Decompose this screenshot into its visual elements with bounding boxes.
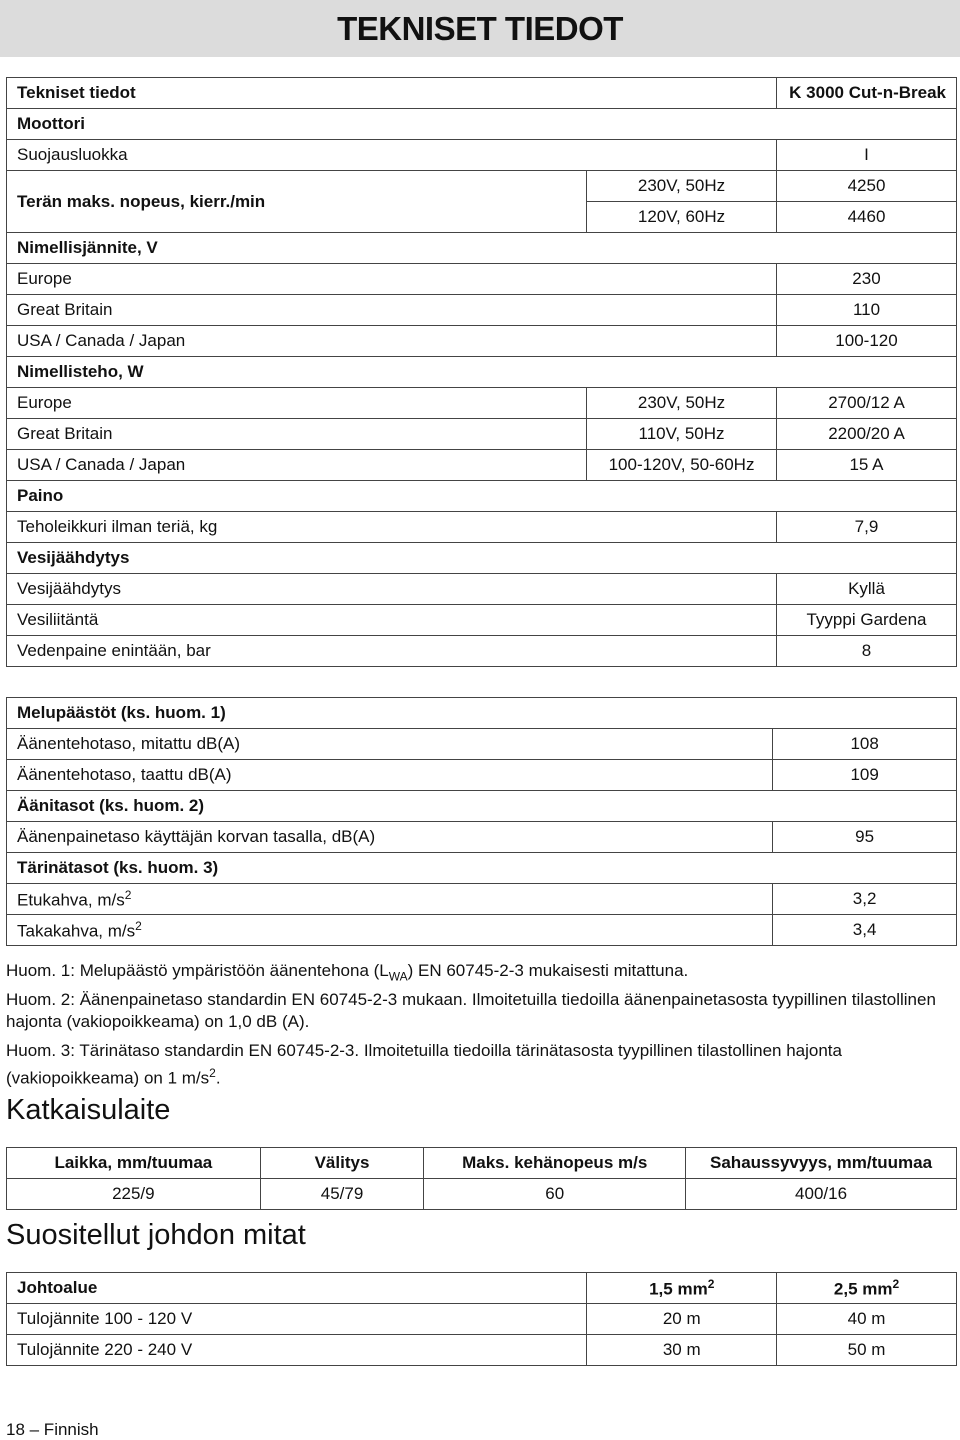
table-row [7,233,957,264]
row-value: 230 [776,264,956,295]
spec-header-left: Tekniset tiedot [7,78,777,109]
table-row [7,1304,957,1335]
table-cell: 225/9 [7,1179,261,1210]
row-value: 109 [773,760,957,791]
row-label: Takakahva, $m/s^2$ [7,915,773,946]
table-row [7,78,957,109]
row-value: 2200/20 A [776,419,956,450]
row-label: Tulojännite 220 - 240 V [7,1335,587,1366]
table-row [7,512,957,543]
noise-table [6,697,957,946]
superscript: 2 [135,918,142,933]
table-row [7,605,957,636]
table-row [7,791,957,822]
row-label: Etukahva, $m/s^2$ [7,884,773,915]
row-label: USA / Canada / Japan [7,450,587,481]
table-row [7,140,957,171]
table-row [7,109,957,140]
table-row [7,574,957,605]
row-condition: 120V, 60Hz [587,202,777,233]
superscript: 2 [124,887,132,902]
section-title: Vesijäähdytys [7,543,957,574]
table-cell: 60 [424,1179,686,1210]
table-row [7,326,957,357]
section-title: Moottori [7,109,957,140]
table-row [7,636,957,667]
table-row [7,884,957,915]
column-header: 1,5 $mm^2$ [587,1273,777,1304]
page-title: TEKNISET TIEDOT [337,9,623,47]
section-heading-cutting: Katkaisulaite [6,1094,171,1126]
table-row [7,698,957,729]
table-row [7,1179,957,1210]
row-value: 2700/12 A [776,388,956,419]
spec-header-right: K 3000 Cut-n-Break [776,78,956,109]
row-label: Teholeikkuri ilman teriä, kg [7,512,777,543]
section-title: Nimellisteho, W [7,357,957,388]
row-label: Vesijäähdytys [7,574,777,605]
table-cell: 400/16 [686,1179,957,1210]
table-row [7,543,957,574]
section-title: Tärinätasot (ks. huom. 3) [7,853,957,884]
row-label: Terän maks. nopeus, kierr./min [7,171,587,233]
table-row [7,822,957,853]
table-row [7,450,957,481]
note-1: Huom. 1: Melupäästö ympäristöön äänentehona $(L_{WA})$ EN 60745-2-3 mukaisesti mitattuna. [6,961,689,984]
row-value: 15 A [776,450,956,481]
table-cell: 40 m [777,1304,957,1335]
row-value: 4250 [776,171,956,202]
row-label: USA / Canada / Japan [7,326,777,357]
spec-table [6,77,957,667]
row-value: 95 [773,822,957,853]
row-label: Äänentehotaso, taattu dB(A) [7,760,773,791]
row-value: 3,2 [773,884,957,915]
row-value: 7,9 [776,512,956,543]
table-row [7,357,957,388]
row-value: 108 [773,729,957,760]
note-3: Huom. 3: Tärinätaso standardin EN 60745-2-3. Ilmoitetuilla tiedoilla tärinätasosta tyypillinen tilastollinen hajonta (vakiopoikkeama) on 1 $m/s^2$. [6,1041,842,1088]
table-row [7,388,957,419]
row-label: Great Britain [7,419,587,450]
column-header: 2,5 $mm^2$ [777,1273,957,1304]
section-heading-cable: Suositellut johdon mitat [6,1219,306,1251]
column-header: Laikka, mm/tuumaa [7,1148,261,1179]
column-header: Välitys [260,1148,424,1179]
section-title: Paino [7,481,957,512]
note-2: Huom. 2: Äänenpainetaso standardin EN 60745-2-3 mukaan. Ilmoitetuilla tiedoilla äänenpainetasosta tyypillinen tilastollinen hajonta (vakiopoikkeama) on 1,0 dB (A). [6,990,936,1031]
page-footer: 18 – Finnish [6,1420,99,1439]
row-condition: 100-120V, 50-60Hz [587,450,777,481]
row-label: Vesiliitäntä [7,605,777,636]
row-value: 100-120 [776,326,956,357]
table-row [7,1273,957,1304]
table-row [7,481,957,512]
table-row [7,915,957,946]
table-row [7,171,957,202]
row-label: Great Britain [7,295,777,326]
row-label: Europe [7,388,587,419]
row-value: I [776,140,956,171]
table-row [7,419,957,450]
row-condition: 230V, 50Hz [587,388,777,419]
row-value: 8 [776,636,956,667]
row-value: 4460 [776,202,956,233]
row-label: Suojausluokka [7,140,777,171]
table-row [7,729,957,760]
row-label: Europe [7,264,777,295]
table-cell: 20 m [587,1304,777,1335]
row-value: Tyyppi Gardena [776,605,956,636]
cable-table [6,1272,957,1366]
table-cell: 50 m [777,1335,957,1366]
row-value: 110 [776,295,956,326]
table-row [7,264,957,295]
row-label: Vedenpaine enintään, bar [7,636,777,667]
column-header: Sahaussyvyys, mm/tuumaa [686,1148,957,1179]
table-cell: 45/79 [260,1179,424,1210]
row-condition: 110V, 50Hz [587,419,777,450]
row-value: 3,4 [773,915,957,946]
page-header [0,0,960,57]
section-title: Melupäästöt (ks. huom. 1) [7,698,957,729]
table-row [7,760,957,791]
row-label: Äänentehotaso, mitattu dB(A) [7,729,773,760]
cutting-table [6,1147,957,1210]
column-header: Maks. kehänopeus m/s [424,1148,686,1179]
row-label: Tulojännite 100 - 120 V [7,1304,587,1335]
row-condition: 230V, 50Hz [587,171,777,202]
table-row [7,295,957,326]
table-row [7,1335,957,1366]
row-value: Kyllä [776,574,956,605]
table-row [7,853,957,884]
table-cell: 30 m [587,1335,777,1366]
section-title: Nimellisjännite, V [7,233,957,264]
column-header: Johtoalue [7,1273,587,1304]
table-row [7,1148,957,1179]
row-label: Äänenpainetaso käyttäjän korvan tasalla, dB(A) [7,822,773,853]
section-title: Äänitasot (ks. huom. 2) [7,791,957,822]
